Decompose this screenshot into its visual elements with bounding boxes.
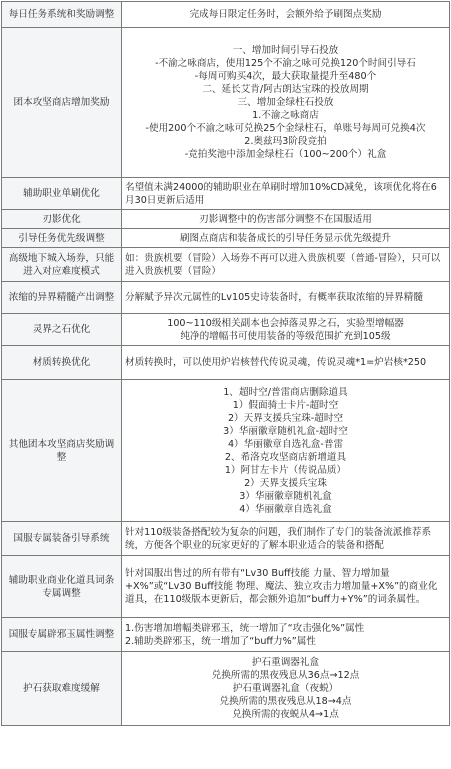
- row-key: 辅助职业商业化道具词条专属调整: [2, 556, 122, 618]
- row-value-line: 完成每日限定任务时，会额外给予刷图点奖励: [189, 9, 382, 20]
- row-value-line: 如：贵族机要（冒险）入场券不再可以进入贵族机要（普通-冒险），只可以进入贵族机要（冒险）: [125, 252, 441, 277]
- row-value-line: 4）华丽徽章自选礼盒-普雷: [227, 438, 344, 450]
- table-row: [2, 2, 450, 28]
- row-value-line: 材质转换时，可以使用炉岩核替代传说灵魂，传说灵魂*1=炉岩核*250: [125, 357, 427, 368]
- table-row: [2, 380, 450, 522]
- row-key: 国服专属辟邪玉属性调整: [2, 618, 122, 652]
- row-key: 引导任务优先级调整: [2, 229, 122, 248]
- row-value: [122, 618, 450, 652]
- row-key: 灵界之石优化: [2, 314, 122, 346]
- row-value-line: 2.奥兹玛3阶段竞拍: [244, 136, 327, 147]
- table-row: [2, 522, 450, 556]
- row-value-line: 2）天界支援兵宝珠-超时空: [227, 412, 344, 424]
- row-value-line: 3）华丽徽章随机礼盒-超时空: [223, 425, 348, 437]
- row-value-line: 2）天界支援兵宝珠: [244, 477, 327, 489]
- row-value-line: 一、增加时间引导石投放: [232, 45, 339, 56]
- row-value-line: 三、增加金绿柱石投放: [237, 97, 334, 108]
- update-notes-table: [1, 1, 450, 726]
- row-value-line: 1.不渝之咏商店: [252, 110, 319, 121]
- row-value-line: 1）阿甘左卡片（传说品质）: [224, 464, 347, 476]
- row-value: [122, 178, 450, 210]
- row-value-line: -每周可购买4次，最大获取量提升至480个: [194, 71, 377, 82]
- table-row: [2, 618, 450, 652]
- row-value-line: 兑换所需的黑夜残息从18→4点: [219, 696, 352, 707]
- row-value: [122, 2, 450, 28]
- row-value: [122, 556, 450, 618]
- row-value-line: 针对国服出售过的所有带有“Lv30 Buff技能 力量、智力增加量+X%”或“Lv30 Buff技能 物理、魔法、独立攻击力增加量+X%”的商业化道具，在110级版本更新后，都会额外追加“buff力+Y%”的词条属性。: [125, 568, 438, 605]
- row-value-line: 1）假面骑士卡片-超时空: [232, 399, 339, 411]
- table-row: [2, 210, 450, 229]
- row-key: 浓缩的异界精髓产出调整: [2, 282, 122, 314]
- row-value-line: 二、延长艾肯/阿古朗达宝珠的投放周期: [202, 84, 369, 95]
- table-row: [2, 346, 450, 380]
- row-value-line: 针对110级装备搭配较为复杂的问题，我们制作了专门的装备流派推荐系统，方便各个职业的玩家更好的了解本职业适合的装备和搭配: [125, 526, 432, 551]
- row-value-line: 护石重调器礼盒（夜蜕）: [232, 683, 339, 694]
- row-key: 其他团本攻坚商店奖励调整: [2, 380, 122, 522]
- row-value: [122, 314, 450, 346]
- row-value-line: 名望值未满24000的辅助职业在单刷时增加10%CD减免，该项优化将在6月30日更新后适用: [125, 181, 437, 206]
- row-value-line: 1、超时空/普雷商店删除道具: [223, 386, 348, 398]
- row-value-line: 兑换所需的夜蜕从4→1点: [232, 709, 339, 720]
- table-row: [2, 652, 450, 726]
- row-value-line: -不渝之咏商店，使用125个不渝之咏可兑换120个时间引导石: [155, 58, 416, 69]
- row-value-line: 分解赋予异次元属性的Lv105史诗装备时，有概率获取浓缩的异界精髓: [125, 292, 423, 303]
- row-value-line: 100~110级相关副本也会掉落灵界之石，实验型增幅器: [167, 317, 404, 329]
- row-key: 高级地下城入场券，只能进入对应难度模式: [2, 248, 122, 282]
- row-value-line: 兑换所需的黑夜残息从36点→12点: [211, 670, 360, 681]
- table-row: [2, 556, 450, 618]
- row-value-line: 纯净的增幅书可使用装备的等级范围扩充到105级: [180, 330, 391, 342]
- row-key: 材质转换优化: [2, 346, 122, 380]
- row-value: [122, 652, 450, 726]
- row-key: 团本攻坚商店增加奖励: [2, 28, 122, 178]
- row-value: [122, 28, 450, 178]
- row-key: 每日任务系统和奖励调整: [2, 2, 122, 28]
- row-value-line: 2.辅助类辟邪玉，统一增加了“buff力%”属性: [125, 635, 316, 647]
- row-value-line: -竞拍奖池中添加金绿柱石（100~200个）礼盒: [184, 149, 387, 160]
- row-value-line: 2、希洛克攻坚商店新增道具: [224, 451, 347, 463]
- row-value: [122, 346, 450, 380]
- row-key: 护石获取难度缓解: [2, 652, 122, 726]
- row-value-line: 刃影调整中的伤害部分调整不在国服适用: [199, 213, 372, 225]
- row-value-line: 护石重调器礼盒: [251, 657, 320, 668]
- table-row: [2, 314, 450, 346]
- row-key: 辅助职业单刷优化: [2, 178, 122, 210]
- table-row: [2, 282, 450, 314]
- row-key: 国服专属装备引导系统: [2, 522, 122, 556]
- row-value-line: 1.伤害增加增幅类辟邪玉，统一增加了“攻击强化%”属性: [125, 622, 365, 634]
- row-value-line: -使用200个不渝之咏可兑换25个金绿柱石，单账号每周可兑换4次: [145, 123, 426, 134]
- row-value: [122, 282, 450, 314]
- row-value-line: 3）华丽徽章随机礼盒: [239, 490, 332, 502]
- row-value: [122, 229, 450, 248]
- row-value: [122, 248, 450, 282]
- table-row: [2, 178, 450, 210]
- row-value-line: 刷图点商店和装备成长的引导任务显示优先级提升: [179, 232, 392, 244]
- row-value: [122, 522, 450, 556]
- table-row: [2, 248, 450, 282]
- row-value: [122, 210, 450, 229]
- row-value-line: 4）华丽徽章自选礼盒: [239, 503, 332, 515]
- row-value: [122, 380, 450, 522]
- row-key: 刃影优化: [2, 210, 122, 229]
- table-row: [2, 229, 450, 248]
- table-row: [2, 28, 450, 178]
